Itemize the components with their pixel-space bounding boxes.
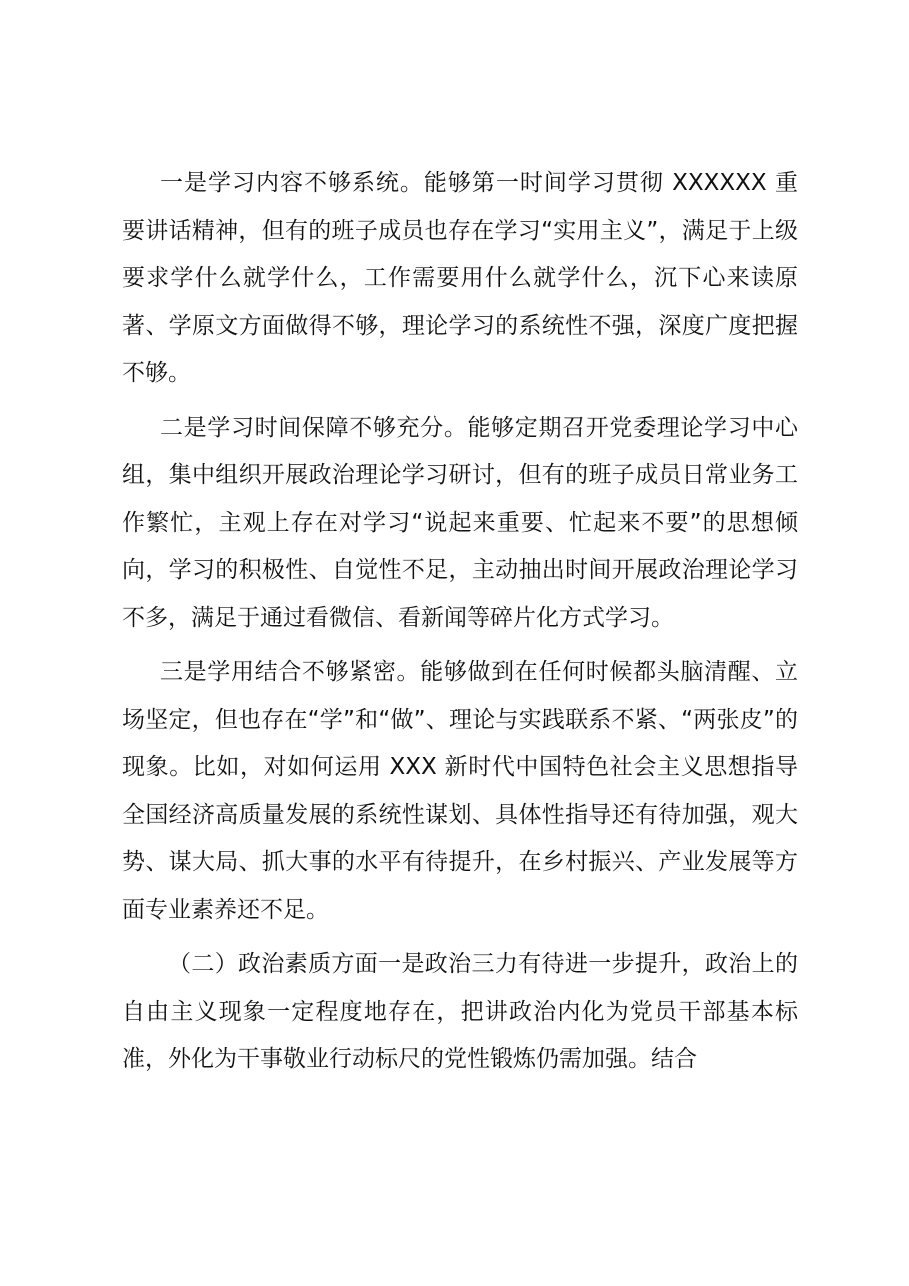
paragraph-political-quality: （二）政治素质方面一是政治三力有待进一步提升，政治上的自由主义现象一定程度地存在，把讲政治内化为党员干部基本标准，外化为干事敬业行动标尺的党性锻炼仍需加强。结合 <box>122 951 798 1072</box>
paragraph-study-application: 三是学用结合不够紧密。能够做到在任何时候都头脑清醒、立场坚定，但也存在“学”和“做”、理论与实践联系不紧、“两张皮”的现象。比如，对如何运用 XXX 新时代中国特色社会主义思想指导全国经济高质量发展的系统性谋划、具体性指导还有待加强，观大势、谋大局、抓大事的水平有待提升，在乡村振兴、产业发展等方面专业素养还不足。 <box>122 659 798 923</box>
paragraph-study-time: 二是学习时间保障不够充分。能够定期召开党委理论学习中心组，集中组织开展政治理论学习研讨，但有的班子成员日常业务工作繁忙，主观上存在对学习“说起来重要、忙起来不要”的思想倾向，学习的积极性、自觉性不足，主动抽出时间开展政治理论学习不多，满足于通过看微信、看新闻等碎片化方式学习。 <box>122 414 798 631</box>
paragraph-study-content: 一是学习内容不够系统。能够第一时间学习贯彻 XXXXXX 重要讲话精神，但有的班子成员也存在学习“实用主义”，满足于上级要求学什么就学什么，工作需要用什么就学什么，沉下心来读原著、学原文方面做得不够，理论学习的系统性不强，深度广度把握不够。 <box>122 170 798 386</box>
document-body <box>122 160 798 1091</box>
